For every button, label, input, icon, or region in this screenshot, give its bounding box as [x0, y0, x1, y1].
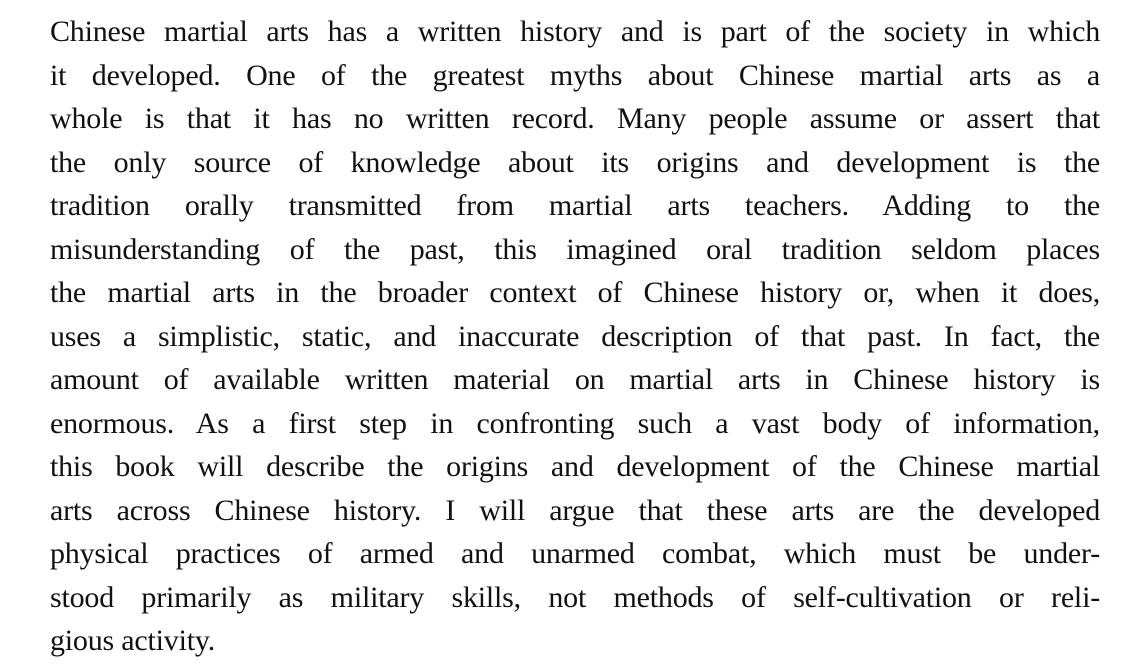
body-paragraph: [50, 10, 1100, 663]
text-line: uses a simplistic, static, and inaccurate description of that past. In fact, the: [50, 319, 1100, 353]
text-line-last: gious activity.: [50, 624, 216, 657]
text-line: it developed. One of the greatest myths about Chinese martial arts as a: [50, 58, 1100, 92]
text-line: whole is that it has no written record. Many people assume or assert that: [50, 102, 1100, 135]
text-line: the only source of knowledge about its origins and development is the: [50, 145, 1100, 179]
text-line: tradition orally transmitted from martial arts teachers. Adding to the: [50, 189, 1100, 222]
text-line: this book will describe the origins and development of the Chinese martial: [50, 450, 1100, 483]
document-page: [50, 10, 1100, 663]
text-line: enormous. As a first step in confronting such a vast body of information,: [50, 406, 1100, 440]
text-line: stood primarily as military skills, not methods of self-cultivation or reli-: [50, 580, 1100, 614]
text-line: amount of available written material on martial arts in Chinese history is: [50, 363, 1100, 396]
text-line: physical practices of armed and unarmed combat, which must be under-: [50, 537, 1100, 570]
text-line: arts across Chinese history. I will argue that these arts are the developed: [50, 493, 1100, 527]
text-line: misunderstanding of the past, this imagined oral tradition seldom places: [50, 232, 1100, 266]
text-line: Chinese martial arts has a written history and is part of the society in which: [50, 15, 1100, 48]
text-line: the martial arts in the broader context of Chinese history or, when it does,: [50, 276, 1100, 309]
